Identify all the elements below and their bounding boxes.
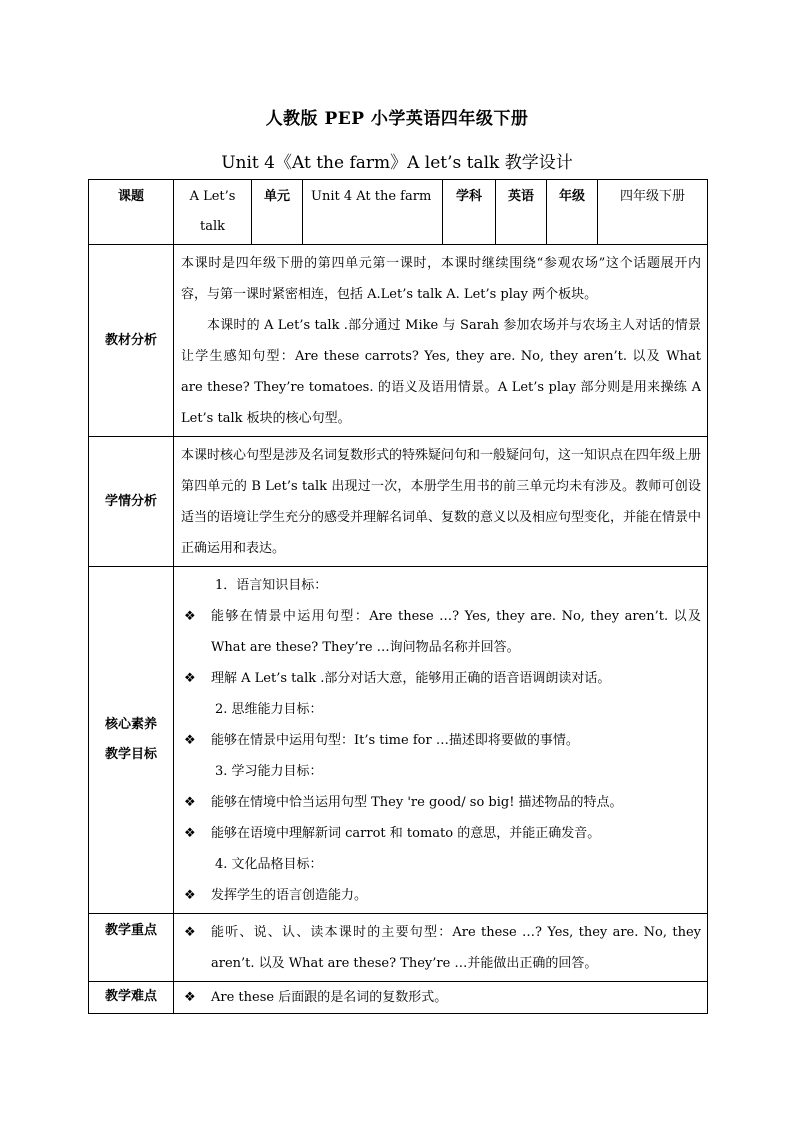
goal-item bbox=[181, 725, 701, 756]
goals-label-line-1: 核心素养 bbox=[104, 717, 157, 732]
lesson-plan-table bbox=[88, 179, 708, 1014]
goal-item bbox=[181, 880, 701, 911]
difficult-points-content bbox=[174, 982, 708, 1014]
key-points-row bbox=[89, 914, 708, 982]
grade-value: 四年级下册 bbox=[598, 180, 708, 245]
key-points-label: 教学重点 bbox=[89, 914, 174, 982]
learner-analysis-label: 学情分析 bbox=[89, 437, 174, 567]
goal-item bbox=[181, 601, 701, 663]
textbook-paragraph-2: 本课时的 A Let’s talk .部分通过 Mike 与 Sarah 参加农场并与农场主人对话的情景让学生感知句型：Are these carrots? Yes, they are. No, they aren’t. 以及 What are these? They’re tomatoes. 的语义及语用情景。A Let’s play 部分则是用来操练 A Let’s talk 板块的核心句型。 bbox=[181, 318, 701, 426]
goal-heading-culture: 4. 文化品格目标： bbox=[215, 857, 323, 872]
key-point-item bbox=[181, 917, 701, 979]
goal-heading-thinking: 2. 思维能力目标： bbox=[215, 702, 323, 717]
goal-item bbox=[181, 663, 701, 694]
goal-text: 发挥学生的语言创造能力。 bbox=[211, 888, 368, 903]
goal-text: 能够在情境中恰当运用句型 They 're good/ so big! 描述物品的特点。 bbox=[211, 795, 623, 810]
subject-label: 学科 bbox=[443, 180, 496, 245]
textbook-analysis-content bbox=[174, 245, 708, 437]
key-point-text: 能听、说、认、读本课时的主要句型：Are these …? Yes, they are. No, they aren’t. 以及 What are these? They’re …并能做出正确的回答。 bbox=[211, 925, 701, 971]
teaching-goals-label bbox=[89, 567, 174, 914]
learner-paragraph: 本课时核心句型是涉及名词复数形式的特殊疑问句和一般疑问句，这一知识点在四年级上册第四单元的 B Let’s talk 出现过一次，本册学生用书的前三单元均未有涉及。教师可创设适当的语境让学生充分的感受并理解名词单、复数的意义以及相应句型变化，并能在情景中正确运用和表达。 bbox=[181, 448, 702, 556]
diamond-bullet-icon: ❖ bbox=[184, 925, 196, 940]
topic-value: A Let’s talk bbox=[174, 180, 252, 245]
diamond-bullet-icon: ❖ bbox=[184, 795, 196, 810]
diamond-bullet-icon: ❖ bbox=[184, 990, 196, 1005]
goal-heading-learning: 3. 学习能力目标： bbox=[215, 764, 323, 779]
learner-analysis-row bbox=[89, 437, 708, 567]
subject-value: 英语 bbox=[496, 180, 547, 245]
difficult-points-row bbox=[89, 982, 708, 1014]
goal-item bbox=[181, 818, 701, 849]
diamond-bullet-icon: ❖ bbox=[184, 733, 196, 748]
document-title: 人教版 PEP 小学英语四年级下册 bbox=[265, 109, 529, 129]
textbook-analysis-label: 教材分析 bbox=[89, 245, 174, 437]
textbook-analysis-row bbox=[89, 245, 708, 437]
goal-text: 能够在情景中运用句型：Are these …? Yes, they are. No, they aren’t. 以及 What are these? They’re …询问物品名称并回答。 bbox=[211, 609, 701, 655]
difficult-point-text: Are these 后面跟的是名词的复数形式。 bbox=[211, 990, 448, 1005]
goal-text: 能够在语境中理解新词 carrot 和 tomato 的意思，并能正确发音。 bbox=[211, 826, 601, 841]
header-row bbox=[89, 180, 708, 245]
teaching-goals-row bbox=[89, 567, 708, 914]
goal-heading-language: 1．语言知识目标： bbox=[215, 578, 328, 593]
unit-label: 单元 bbox=[252, 180, 303, 245]
key-points-content bbox=[174, 914, 708, 982]
unit-value: Unit 4 At the farm bbox=[303, 180, 443, 245]
goal-text: 理解 A Let’s talk .部分对话大意，能够用正确的语音语调朗读对话。 bbox=[211, 671, 611, 686]
learner-analysis-content bbox=[174, 437, 708, 567]
diamond-bullet-icon: ❖ bbox=[184, 609, 196, 624]
goal-text: 能够在情景中运用句型：It’s time for …描述即将要做的事情。 bbox=[211, 733, 579, 748]
topic-label: 课题 bbox=[89, 180, 174, 245]
goals-label-line-2: 教学目标 bbox=[104, 747, 157, 762]
diamond-bullet-icon: ❖ bbox=[184, 671, 196, 686]
difficult-point-item bbox=[181, 982, 701, 1013]
document-subtitle: Unit 4《At the farm》A let’s talk 教学设计 bbox=[221, 153, 573, 173]
diamond-bullet-icon: ❖ bbox=[184, 826, 196, 841]
goal-item bbox=[181, 787, 701, 818]
teaching-goals-content bbox=[174, 567, 708, 914]
diamond-bullet-icon: ❖ bbox=[184, 888, 196, 903]
difficult-points-label: 教学难点 bbox=[89, 982, 174, 1014]
textbook-paragraph-1: 本课时是四年级下册的第四单元第一课时，本课时继续围绕“参观农场”这个话题展开内容，与第一课时紧密相连，包括 A.Let’s talk A. Let’s play 两个板块。 bbox=[181, 256, 701, 302]
grade-label: 年级 bbox=[547, 180, 598, 245]
